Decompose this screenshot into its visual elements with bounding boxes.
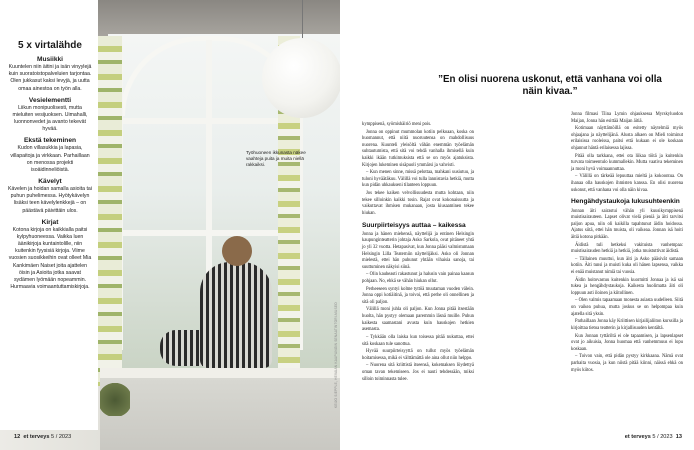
sidebar-title: 5 x virtalähde bbox=[18, 40, 82, 51]
photo-plant bbox=[100, 376, 130, 416]
photo-caption: Työhuoneen ikkunasta näkee vaahteja puita ja muita niellä rakkaiksi. bbox=[246, 150, 306, 168]
photo-window-mullion bbox=[120, 118, 300, 124]
footer-right bbox=[625, 434, 682, 440]
sidebar-item-text: Liikun monipuolisesti, mutta mieluiten vesijuoksen. Uimahalli, luonnonvedet ja avanto tekevät hyvää. bbox=[12, 104, 88, 133]
article-paragraph: Kun Jonnan tyttäriltä ei ole tapaamisen, ja lapsenlapset ovat jo aikuisia, Jonna huomaa että vanhemmuus ei lopu koskaan. bbox=[571, 333, 683, 352]
sidebar-item-heading: Ekstä tekeminen bbox=[23, 137, 77, 145]
article-paragraph: – Toivon vain, että pidän pystyy kirkkaana. Nämä ovat parhaita vuosia, ja kun niistä pitää kiinni, näissä ehkä on myös kiitos. bbox=[571, 354, 683, 373]
issue-number-left: 5 / 2023 bbox=[51, 434, 72, 440]
article-paragraph: – Nuorena sitä kriittistä itseensä, kokemaksen löydettyä oman tavan tekemiseen. Jos ei nauti tehdessään, miksi silloin toiminnasta tulee. bbox=[362, 363, 474, 382]
article-subheading: Suurpiirteisyys auttaa – kaikessa bbox=[362, 221, 466, 229]
article-subheading: Hengähdystaukoja lukusuhteenkin bbox=[571, 198, 680, 206]
photo-person-body bbox=[200, 262, 272, 368]
article-paragraph: Jonna filmasi Tiina Lymin ohjauksessa Myrskyluodon Maijan, Jonna hän esittää Maijan äitiä. bbox=[571, 112, 683, 124]
article-paragraph: Välillä moni juhla oli paljon. Kun Jonna pitää itsestään huolta, hän pystyy olemaan paremmin läsnä muille. Puhun kaikesta saamastani avusta kuin hauskojen hetkien asemasta. bbox=[362, 307, 474, 333]
sidebar-item-text: Kotona kirjoja on kaikkialla paitsi kylpyhuoneessa. Vaikka luen äänikirjoja kuntaintolille, niin kuitenkin fyysisiä kirjoja. Viime vuosien suosikkeihin ovat olleet Mia Kankimäen Naiset joita ajattelen öisin ja Asioita jotka saavat sydämen lyömään nopeammin. Hurmaavia voimaantuttamiskirjoja. bbox=[8, 226, 92, 291]
article-paragraph: – Tykkään olla laiska kun toisessa pitää nukuttaa, ettei sitä koskaan tule sanottua. bbox=[362, 334, 474, 347]
photo-curtain-left bbox=[98, 36, 122, 386]
sidebar-item-text: Kävelen ja hoidan samalla asioita tai puhun puhelimessa. Hyötykävelyn lisäksi teen kävelylenkkejä – on päästävä päivittäin ulos. bbox=[8, 186, 92, 214]
page-number-left: 12 bbox=[14, 434, 21, 440]
article-paragraph: Jonnan äiti sairastui vähän yli kuusikymppisenä muistisairauteen. Lapset olivat vielä pieniä ja äiti tarvitsi paljon apua, niin oli kaikilla tapahtunut äidin hoidossa. Ajatus siitä, ettei hän muista, oli vaikeaa. Jonnan isä hoiti äitiä kotona pitkään. bbox=[571, 208, 683, 240]
article-paragraph: Kotimaan näyttämöillä on esitetty näytelmiä myös ohjaajana ja näyttelijänä. Alusta alkaen on Mieli toiminut erilaisissa rooleissa, paitsi että kukaan ei ole koskaan ohjannut häntä erilaisessa lajissa. bbox=[571, 126, 683, 152]
pull-quote: ”En olisi nuorena uskonut, että vanhana voi olla näin kivaa.” bbox=[438, 74, 662, 98]
article-paragraph: – Välillä on tärkeää lepuuttaa mieltä ja kokoontua. On ihanaa olla hauskojen ihmisten kanssa. En olisi nuorena uskonut, että vanhana voi olla näin kivaa. bbox=[571, 174, 683, 193]
sidebar-box bbox=[0, 0, 98, 430]
issue-number-right: 5 / 2023 bbox=[652, 434, 673, 440]
sidebar-item-text: Kuuntelen niin äitini ja isän vinyylejä kuin suoratoistopalveluien tarjontaa. Olen jukkasut kaksi levyjä, ja uutta omaa ainestoa on työn alla. bbox=[8, 64, 92, 92]
article-paragraph: Jonna on oppinut mummolan kotiin pelkoaan, koska on huomannut, että niitä nuoruutensa on mahdollisuus nuorena. Kuunteli yleisöltä vähän enemmän työelämän suhtautumista, että sitä voi tehdä vanhalla ihmisellä kuin kaikki ikään tutkimuksista että se on myös ajatuksista. Kirjojen lukeminen sisäpuoli ymmärsi ja vahvisti. bbox=[362, 129, 474, 168]
magazine-name-right: et terveys bbox=[624, 434, 651, 440]
article-column-1 bbox=[362, 122, 474, 384]
sidebar-item-heading: Musiikki bbox=[36, 56, 64, 63]
photo-credit: KEIJO SIEPPLE, HEVAIAN KAUPUNGIN SENAATINTORI-MUSEO bbox=[334, 302, 338, 408]
article-paragraph: kymppisenä, syömishäiriö meni pois. bbox=[362, 122, 432, 127]
sidebar-item-text: Kudon villasukkia ja lapasia, villapaitoja ja virkkaan. Parhaillaan on menossa projekti isoäidinneliöistä. bbox=[10, 145, 90, 173]
article-paragraph: Äidin hoitovastuu kuitenkin kuormitti Jonnaa ja isä sai tukea ja hengähdystaukoja. Kaikesta huolimatta äiti oli loppuun asti iloinen ja kiitollinen. bbox=[571, 277, 683, 296]
photo-window-mullion bbox=[120, 230, 300, 236]
photo-person-head bbox=[222, 236, 252, 266]
page-number-right: 13 bbox=[675, 434, 682, 440]
photo-window-sill bbox=[100, 368, 340, 378]
article-paragraph: – Kun menen sinne, missä pelottaa, mahkani uusiutuu, ja tuloni hyväätäkuu. Välillä voi tulla lannistavia hetkiä, mutta kun pidän uhkaukseni tilanteen loppuun. bbox=[362, 170, 474, 189]
photo-lower-wall bbox=[100, 378, 340, 450]
article-paragraph: Pitää olla tarkkana, ettei ota liikaa töitä ja kuitenkin turvata toimeentulo kummallekin. Mutta vaativa tekeminen ja moni hyvä voimaannuttaa. bbox=[571, 153, 683, 172]
article-paragraph: – Tällainen muuttui, kun äiti ja Asko pääsivät samaan kotiin. Äiti tunsi ja muisti kuka oli hänen lapsensa, vaikka ei enää muistanut nimiä tai vuosia. bbox=[571, 256, 683, 276]
footer-left bbox=[14, 434, 71, 440]
article-paragraph: Jos tekee kaiken velvollisuudesta mutta kohtaan, niin tekee silloinkin kaikki tosin. Rajat ovat kokonaisuutta ja vaikuttavat ihmisen mukanaan, josta kiusaaminen tekee hiukan. bbox=[362, 191, 474, 216]
article-paragraph: Perheeseen syntyi kolme tyttöä muutaman vuoden välein. Jonna oppi kotiäitinä, ja toivoi, että perhe oli onnellinen ja sitä oli paljon. bbox=[362, 286, 474, 305]
magazine-name-left: et terveys bbox=[23, 434, 50, 440]
article-column-2 bbox=[571, 112, 683, 375]
sidebar-item-heading: Kirjat bbox=[41, 218, 59, 226]
article-paragraph: Hyvää suurpiirteisyyttä on tullut myös työelämän hoitamisessa, mikä ei välttämättä ole aina ollut niin helppo. bbox=[362, 349, 474, 361]
sidebar-item-heading: Vesielementti bbox=[28, 96, 72, 104]
article-paragraph: Parhaillaan Jonna käy Kriittisen kirjailijaliiton kurssilla ja kirjoittaa tietoa teatterin ja kirjallisuuden kentältä. bbox=[571, 319, 683, 331]
photo-paper-lamp bbox=[262, 38, 340, 118]
article-paragraph: – Olen valmis tapaamaan monesta asiasta uudelleen. Siitä on vaikea puhua, mutta joskus se on helpompaa kuin ajatella sitä yksin. bbox=[571, 298, 683, 317]
article-paragraph: Jonna ja hänen miehensä, näyttelijä ja entinen Helsingin kaupunginteatterin johtaja Asko Sarkola, ovat pitäneet yhtä jo yli 32 vuotta. Hetapasivat, kun Jonna pääsi valmistumaan Helsingin Lilla Teaterniin näyttelijäksi. Asko oli Jonnan mielestä, ettei hän puhunut yhtään vihaisia sanoja, tai suuttuminen näkyisi siinä. bbox=[362, 231, 474, 270]
sidebar-item-heading: Kävelyt bbox=[38, 178, 62, 186]
article-paragraph: Äidistä tuli hetkeksi vakituista vanhempaa: muistisairauden hetkiä ja hetkiä, jotka muistuttivat äidistä. bbox=[571, 242, 683, 255]
photo-lamp-cord bbox=[302, 0, 303, 40]
article-paragraph: – Olin kauheasti rakastunut ja halusin vain painaa kaasun pohjaan. No, ehkä se vähän hiukan ollut. bbox=[362, 272, 474, 285]
